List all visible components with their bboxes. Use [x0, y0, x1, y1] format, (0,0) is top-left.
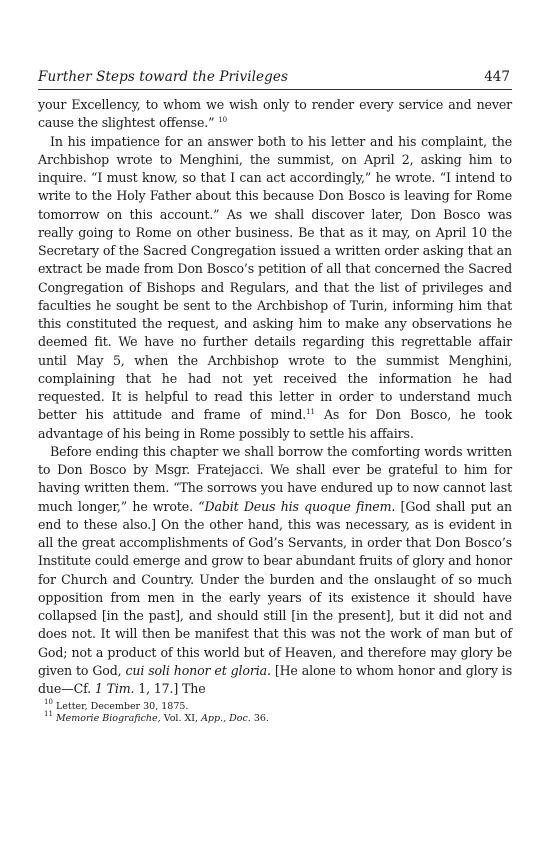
- paragraph-text: your Excellency, to whom we wish only to render every service and never cause the slightest offense.”: [38, 97, 512, 131]
- paragraph-continued: [38, 96, 512, 133]
- body-text: [38, 96, 512, 698]
- footnote-number: 11: [44, 710, 53, 719]
- paragraph-text: 1, 17.] The: [134, 681, 206, 696]
- footnote-ref: 10: [218, 116, 227, 125]
- footnote-number: 10: [44, 698, 53, 707]
- footnote-text: 36.: [250, 713, 269, 725]
- footnote: [44, 698, 512, 713]
- footnote-text: Vol. XI,: [160, 713, 202, 725]
- footnote-italic: Memorie Biografiche,: [52, 713, 161, 725]
- paragraph: [38, 133, 512, 443]
- running-title: Further Steps toward the Privileges: [38, 69, 288, 85]
- latin-quote: “Dabit Deus his quoque finem.: [198, 498, 396, 514]
- footnote: [44, 710, 512, 725]
- book-page: [38, 68, 512, 725]
- paragraph-text: In his impatience for an answer both to his letter and his complaint, the Archbishop wrote to Menghini, the summist, on April 2, asking him to inquire. “I must know, so that I can act accordingly,” he wrote. “I intend to write to the Holy Father about this because Don Bosco is leaving for Rome tomorrow on this account.” As we shall discover later, Don Bosco was really going to Rome on other business. Be that as it may, on April 10 the Secretary of the Sacred Congregation issued a written order asking that an extract be made from Don Bosco’s petition of all that concerned the Sacred Congregation of Bishops and Regulars, and that the list of privileges and faculties he sought be sent to the Archbishop of Turin, informing him that this constituted the request, and asking him to make any observations he deemed fit. We have no further details regarding this regrettable affair until May 5, when the Archbishop wrote to the summist Menghini, complaining that he had not yet received the information he had requested. It is helpful to read this letter in order to understand much better his attitude and frame of mind.: [38, 133, 512, 423]
- running-head: [38, 68, 512, 90]
- footnote-ref: 11: [306, 408, 315, 417]
- paragraph-text: [God shall put an end to these also.] On the other hand, this was necessary, as is evident in all the great accomplishments of God’s Servants, in order that Don Bosco’s Institute could emerge and grow to bear abundant fruits of glory and honor for Church and Country. Under the burden and the onslaught of so much opposition from men in the early years of its existence it should have collapsed [in the past], and should still [in the present], but it did not and does not. It will then be manifest that this was not the work of man but of God; not a product of this world but of Heaven, and therefore may glory be given to God,: [38, 498, 513, 678]
- latin-quote: cui soli honor et gloria.: [125, 662, 271, 678]
- page-number: 447: [484, 69, 510, 85]
- citation-italic: 1 Tim.: [94, 681, 135, 696]
- paragraph-text: Before ending this chapter we shall borrow the comforting words written to Don Bosco by Msgr. Fratejacci. We shall ever be grateful to him for having written them. “The sorrows you have endured up to now cannot last much longer,” he wrote.: [38, 443, 512, 514]
- footnote-italic: App., Doc.: [201, 713, 251, 725]
- paragraph-text: As for Don Bosco, he took advantage of his being in Rome possibly to settle his affairs.: [38, 407, 513, 441]
- footnotes: [38, 698, 512, 725]
- paragraph-text: [He alone to whom honor and glory is due—Cf.: [38, 662, 513, 696]
- footnote-text: Letter, December 30, 1875.: [52, 701, 189, 713]
- paragraph: [38, 443, 512, 699]
